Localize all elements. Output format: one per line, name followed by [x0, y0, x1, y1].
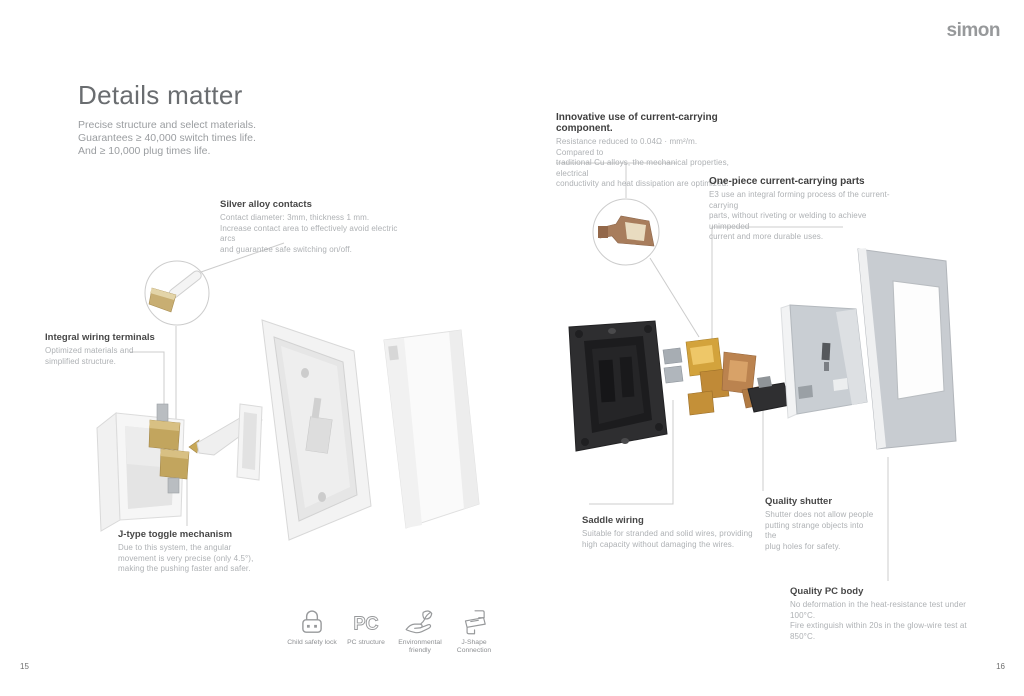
wiring-terminal-upper: [149, 404, 180, 450]
feature-pc-structure: [340, 608, 392, 655]
callout-title: Innovative use of current-carrying component.: [556, 112, 718, 134]
switch-core-plate: [781, 305, 867, 418]
callout-title: One-piece current-carrying parts: [709, 176, 865, 187]
simon-logo: simon: [946, 20, 1000, 41]
callout-silver-alloy-contacts: [220, 199, 405, 255]
callout-title: Saddle wiring: [582, 515, 644, 526]
feature-label: Child safety lock: [287, 639, 337, 646]
svg-text:PC: PC: [353, 613, 379, 634]
padlock-icon: [297, 608, 327, 636]
callout-title: Quality shutter: [765, 496, 833, 507]
feature-environmental-friendly: [394, 608, 446, 655]
shutter-part: [748, 376, 790, 412]
callout-body: Resistance reduced to 0.04Ω · mm²/m. Compared to traditional Cu alloys, the mechanical properties, electrical conductivity and heat dissipation are optimized.: [556, 137, 729, 188]
callout-title: Integral wiring terminals: [45, 332, 155, 343]
callout-one-piece-parts: [709, 176, 899, 243]
callout-body: E3 use an integral forming process of the current-carrying parts, without riveting or welding to achieve unimpeded current and more durable uses.: [709, 190, 890, 241]
feature-label: Environmental friendly: [398, 639, 442, 654]
callout-quality-shutter: [765, 496, 875, 552]
feature-label: J-Shape Connection: [456, 639, 492, 654]
callout-body: Due to this system, the angular movement is very precise (only 4.5°), making the pushing faster and safer.: [118, 543, 254, 573]
callout-body: Contact diameter: 3mm, thickness 1 mm. Increase contact area to effectively avoid electric arcs and guarantee safe switching on/off.: [220, 213, 398, 254]
feature-child-safety-lock: [286, 608, 338, 655]
page-title: Details matter: [78, 80, 243, 110]
feature-j-shape-connection: [448, 608, 500, 655]
callout-title: Quality PC body: [790, 586, 864, 597]
callout-body: Optimized materials and simplified structure.: [45, 346, 134, 366]
hand-leaf-icon: [404, 608, 436, 636]
callout-title: J-type toggle mechanism: [118, 529, 233, 540]
silver-contact-magnifier: [145, 261, 209, 325]
page-number-right: 16: [996, 662, 1005, 671]
callout-quality-pc-body: [790, 586, 970, 642]
current-carrying-parts: [663, 338, 766, 415]
callout-j-type-toggle: [118, 529, 278, 575]
callout-body: No deformation in the heat-resistance test under 100°C. Fire extinguish within 20s in the glow-wire test at 850°C.: [790, 600, 967, 641]
mounting-frame: [262, 320, 371, 540]
cover-plate: [384, 330, 479, 528]
page-number-left: 15: [20, 662, 29, 671]
j-bracket-icon: [458, 608, 490, 636]
pc-letters-icon: [349, 608, 383, 636]
feature-label: PC structure: [347, 639, 385, 646]
callout-body: Suitable for stranded and solid wires, providing high capacity without damaging the wires.: [582, 529, 753, 549]
callout-saddle-wiring: [582, 515, 757, 550]
callout-title: Silver alloy contacts: [220, 199, 312, 210]
callout-body: Shutter does not allow people putting strange objects into the plug holes for safety.: [765, 510, 874, 551]
black-mounting-frame: [569, 321, 667, 451]
intro-text: Precise structure and select materials. Guarantees ≥ 40,000 switch times life. And ≥ 10,000 plug times life.: [78, 119, 256, 157]
current-carrying-magnifier: [593, 199, 659, 265]
toggle-mechanism: [189, 404, 262, 480]
feature-icons-row: [286, 608, 500, 655]
callout-integral-wiring-terminals: [45, 332, 190, 367]
outer-frame: [858, 248, 956, 449]
